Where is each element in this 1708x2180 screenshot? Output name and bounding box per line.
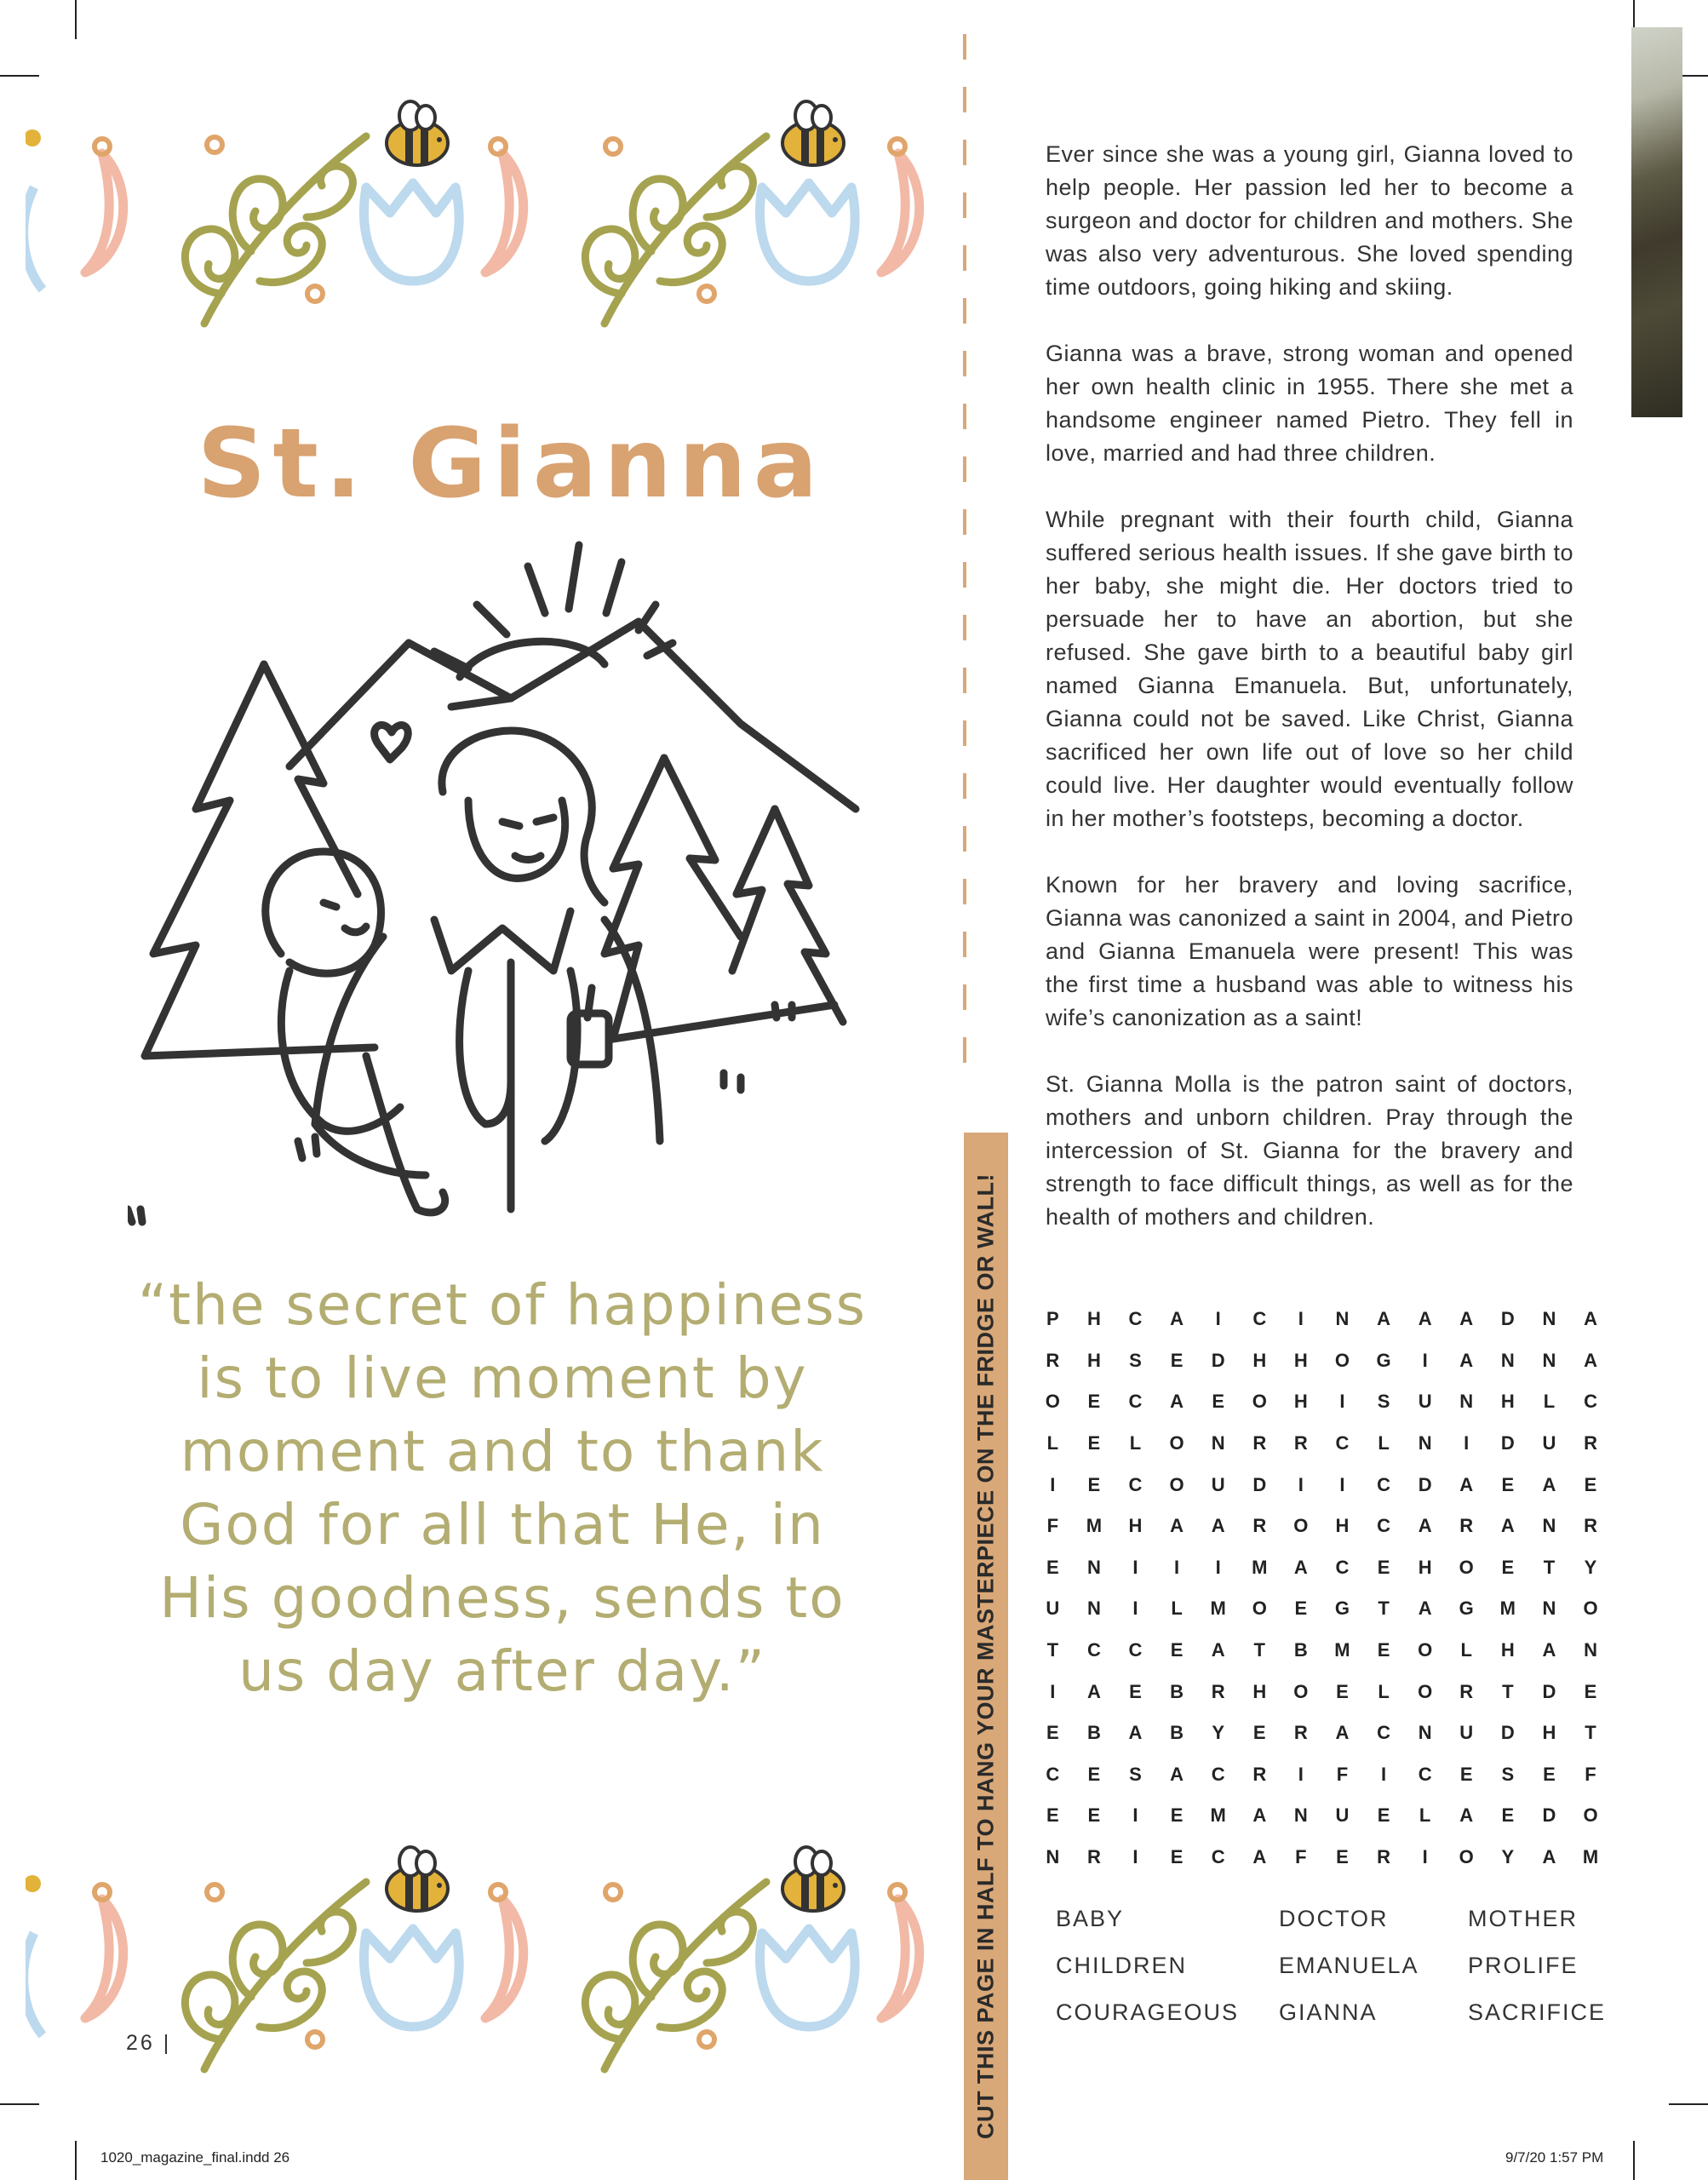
word-search-letter: O xyxy=(1252,1391,1267,1413)
word-search-letter: O xyxy=(1334,1349,1350,1371)
word-search-letter: N xyxy=(1542,1515,1556,1537)
saint-quote: “the secret of happiness is to live moment by moment and to thank God for all that He, in His goodness, sends to us day after day.” xyxy=(137,1272,868,1704)
word-search-letter: A xyxy=(1459,1473,1474,1495)
word-search-letter: R xyxy=(1293,1722,1308,1744)
word-search-letter: A xyxy=(1542,1473,1556,1495)
word-search-letter: A xyxy=(1542,1846,1556,1868)
word-search-letter: N xyxy=(1046,1846,1060,1868)
word-search-letter: R xyxy=(1046,1349,1060,1371)
word-search-letter: D xyxy=(1542,1804,1556,1827)
word-search-letter: D xyxy=(1252,1473,1267,1495)
article-paragraph: While pregnant with their fourth child, Gianna suffered serious health issues. If she gave birth to her baby, she might die. Her doctors tried to persuade her to have an abortion, but she refused. She gave birth to a beautiful baby girl named Gianna Emanuela. But, unfortunately, Gianna could not be saved. Like Christ, Gianna sacrificed her own life out of love so her child could live. Her daughter would eventually follow in her mother’s footsteps, becoming a doctor. xyxy=(1046,507,1573,831)
word-search-letter: I xyxy=(1132,1804,1138,1827)
word-search-letter: A xyxy=(1170,1515,1184,1537)
word-search-letter: C xyxy=(1128,1473,1143,1495)
crop-mark xyxy=(75,2141,77,2180)
word-search-letter: R xyxy=(1086,1846,1101,1868)
word-search-letter: O xyxy=(1169,1473,1184,1495)
crop-mark xyxy=(1633,2141,1635,2180)
word-search-letter: E xyxy=(1170,1349,1184,1371)
word-search-letter: S xyxy=(1129,1349,1142,1371)
word-search-letter: N xyxy=(1542,1598,1556,1620)
word-search-letter: N xyxy=(1418,1722,1432,1744)
word-search-letter: R xyxy=(1211,1680,1225,1702)
word-search-letter: H xyxy=(1542,1722,1556,1744)
word-list-item: GIANNA xyxy=(1279,1999,1378,2025)
word-search-letter: C xyxy=(1335,1432,1350,1454)
word-search-letter: E xyxy=(1377,1804,1390,1827)
word-search-letter: M xyxy=(1582,1846,1599,1868)
word-search-letter: A xyxy=(1170,1391,1184,1413)
word-search-letter: R xyxy=(1584,1432,1597,1454)
word-search-letter: A xyxy=(1377,1308,1390,1330)
crop-mark xyxy=(75,0,77,39)
word-search-letter: C xyxy=(1584,1391,1597,1413)
word-search-letter: E xyxy=(1336,1680,1349,1702)
word-search-letter: E xyxy=(1501,1804,1515,1827)
word-search-letter: C xyxy=(1211,1846,1225,1868)
word-search-letter: R xyxy=(1293,1432,1308,1454)
word-search-letter: C xyxy=(1128,1308,1143,1330)
word-search-letter: G xyxy=(1376,1349,1391,1371)
word-search-letter: E xyxy=(1459,1763,1473,1785)
article-paragraph: Gianna was a brave, strong woman and opened her own health clinic in 1955. There she met a handsome engineer named Pietro. They fell in love, married and had three children. xyxy=(1046,341,1573,466)
word-search-letter: N xyxy=(1335,1308,1350,1330)
word-list-item: CHILDREN xyxy=(1056,1953,1188,1978)
word-search-letter: A xyxy=(1418,1515,1432,1537)
word-search-letter: A xyxy=(1293,1556,1308,1578)
word-search-letter: R xyxy=(1459,1680,1474,1702)
word-search-letter: A xyxy=(1211,1515,1225,1537)
word-search-letter: H xyxy=(1086,1308,1101,1330)
word-search-letter: C xyxy=(1377,1473,1390,1495)
word-search-letter: E xyxy=(1087,1804,1101,1827)
word-search-letter: U xyxy=(1418,1391,1432,1413)
word-list-item: PROLIFE xyxy=(1468,1953,1579,1978)
word-search-letter: H xyxy=(1500,1391,1515,1413)
word-search-letter: T xyxy=(1253,1639,1265,1661)
word-search-letter: I xyxy=(1132,1598,1138,1620)
word-search-letter: E xyxy=(1046,1556,1059,1578)
word-search-letter: A xyxy=(1459,1349,1474,1371)
word-search-letter: E xyxy=(1501,1556,1515,1578)
word-list-item: BABY xyxy=(1056,1906,1125,1931)
word-search-letter: A xyxy=(1459,1308,1474,1330)
word-list-item: SACRIFICE xyxy=(1468,1999,1607,2025)
word-search-letter: C xyxy=(1335,1556,1350,1578)
word-search-letter: E xyxy=(1087,1432,1101,1454)
word-search-letter: L xyxy=(1378,1680,1390,1702)
word-search-letter: I xyxy=(1050,1473,1056,1495)
word-search-letter: I xyxy=(1298,1308,1304,1330)
word-search-letter: O xyxy=(1418,1680,1433,1702)
word-search-letter: C xyxy=(1128,1639,1143,1661)
word-search-letter: C xyxy=(1046,1763,1060,1785)
word-search-letter: N xyxy=(1459,1391,1474,1413)
word-search-letter: R xyxy=(1584,1515,1597,1537)
word-search-letter: E xyxy=(1129,1680,1142,1702)
word-search-letter: N xyxy=(1418,1432,1432,1454)
word-search-letter: I xyxy=(1464,1432,1470,1454)
word-search-letter: A xyxy=(1170,1308,1184,1330)
cut-instruction-text: CUT THIS PAGE IN HALF TO HANG YOUR MASTERPIECE ON THE FRIDGE OR WALL! xyxy=(972,1173,999,2140)
word-search-letter: A xyxy=(1584,1349,1597,1371)
word-search-letter: I xyxy=(1174,1556,1180,1578)
slug-filename: 1020_magazine_final.indd 26 xyxy=(100,2149,290,2166)
word-search-letter: F xyxy=(1295,1846,1307,1868)
word-search-letter: C xyxy=(1086,1639,1101,1661)
word-search-letter: U xyxy=(1211,1473,1225,1495)
word-search-letter: F xyxy=(1585,1763,1596,1785)
word-list-item: MOTHER xyxy=(1468,1906,1578,1931)
word-search-letter: F xyxy=(1046,1515,1059,1537)
crop-mark xyxy=(1669,2103,1708,2105)
word-search-letter: C xyxy=(1252,1308,1267,1330)
word-search-letter: O xyxy=(1583,1598,1598,1620)
word-search-letter: G xyxy=(1459,1598,1474,1620)
word-search-letter: A xyxy=(1418,1308,1432,1330)
word-search-letter: N xyxy=(1542,1349,1556,1371)
word-search-letter: M xyxy=(1252,1556,1268,1578)
word-search-letter: F xyxy=(1336,1763,1349,1785)
word-list xyxy=(1056,1906,1607,2046)
word-search-letter: Y xyxy=(1584,1556,1597,1578)
word-search-letter: I xyxy=(1215,1556,1221,1578)
word-search-letter: N xyxy=(1584,1639,1597,1661)
word-search-letter: D xyxy=(1542,1680,1556,1702)
word-search-letter: E xyxy=(1087,1763,1101,1785)
word-search-letter: O xyxy=(1459,1846,1474,1868)
word-search-letter: E xyxy=(1543,1763,1556,1785)
word-search-letter: T xyxy=(1585,1722,1596,1744)
word-search-letter: H xyxy=(1293,1349,1308,1371)
word-search-letter: B xyxy=(1293,1639,1308,1661)
word-search-letter: O xyxy=(1583,1804,1598,1827)
word-search-letter: M xyxy=(1499,1598,1516,1620)
word-search-letter: E xyxy=(1501,1473,1515,1495)
word-search-letter: E xyxy=(1584,1680,1597,1702)
word-search-letter: R xyxy=(1252,1432,1267,1454)
word-search-letter: L xyxy=(1543,1391,1556,1413)
word-search-letter: A xyxy=(1584,1308,1597,1330)
word-search-letter: E xyxy=(1294,1598,1308,1620)
word-search-letter: A xyxy=(1086,1680,1101,1702)
word-search-letter: I xyxy=(1050,1680,1056,1702)
word-search-letter: P xyxy=(1046,1308,1059,1330)
word-search-letter: E xyxy=(1046,1722,1059,1744)
word-search-letter: I xyxy=(1132,1846,1138,1868)
word-search-grid xyxy=(1032,1299,1611,1878)
word-search-letter: R xyxy=(1459,1515,1474,1537)
word-search-letter: B xyxy=(1086,1722,1101,1744)
word-search-letter: S xyxy=(1377,1391,1390,1413)
floral-border-top xyxy=(26,94,954,349)
word-list-item: COURAGEOUS xyxy=(1056,1999,1240,2025)
adjacent-page-photo xyxy=(1631,27,1682,417)
word-search-letter: I xyxy=(1422,1349,1428,1371)
word-search-letter: E xyxy=(1377,1639,1390,1661)
word-search-letter: L xyxy=(1046,1432,1059,1454)
word-search-letter: L xyxy=(1460,1639,1472,1661)
word-search-letter: O xyxy=(1293,1515,1309,1537)
word-search-letter: H xyxy=(1293,1391,1308,1413)
word-search-letter: A xyxy=(1211,1639,1225,1661)
word-search-letter: E xyxy=(1170,1639,1184,1661)
word-search-letter: E xyxy=(1087,1473,1101,1495)
word-search-letter: E xyxy=(1087,1391,1101,1413)
article-paragraph: Ever since she was a young girl, Gianna loved to help people. Her passion led her to become a surgeon and doctor for children and mothers. She was also very adventurous. She loved spending time outdoors, going hiking and skiing. xyxy=(1046,141,1573,300)
word-search-letter: E xyxy=(1212,1391,1225,1413)
crop-mark xyxy=(0,75,39,77)
word-search-letter: L xyxy=(1129,1432,1142,1454)
word-search-letter: C xyxy=(1377,1515,1390,1537)
word-search-letter: C xyxy=(1128,1391,1143,1413)
word-search-letter: A xyxy=(1500,1515,1515,1537)
word-search-letter: O xyxy=(1252,1598,1267,1620)
word-search-letter: D xyxy=(1211,1349,1225,1371)
word-search-letter: I xyxy=(1215,1308,1221,1330)
word-list-item: DOCTOR xyxy=(1279,1906,1389,1931)
word-search-letter: O xyxy=(1293,1680,1309,1702)
word-search-letter: B xyxy=(1170,1722,1184,1744)
article-paragraph: Known for her bravery and loving sacrifice, Gianna was canonized a saint in 2004, and Pietro and Gianna Emanuela were present! This was the first time a husband was able to witness his wife’s canonization as a saint! xyxy=(1046,872,1573,1030)
word-search-letter: A xyxy=(1252,1804,1267,1827)
slug-date: 9/7/20 1:57 PM xyxy=(1505,2149,1604,2166)
word-search-letter: I xyxy=(1132,1556,1138,1578)
word-search-letter: A xyxy=(1170,1763,1184,1785)
word-search-letter: A xyxy=(1335,1722,1350,1744)
word-search-letter: M xyxy=(1210,1598,1226,1620)
word-search-letter: I xyxy=(1380,1763,1387,1785)
word-search-letter: D xyxy=(1418,1473,1432,1495)
word-search-letter: E xyxy=(1377,1556,1390,1578)
word-search-letter: B xyxy=(1170,1680,1184,1702)
page-title: St. Gianna xyxy=(197,409,825,519)
floral-border-bottom xyxy=(26,1839,954,2095)
word-search-letter: U xyxy=(1046,1598,1060,1620)
word-search-letter: U xyxy=(1459,1722,1474,1744)
word-search-letter: O xyxy=(1169,1432,1184,1454)
word-search-letter: H xyxy=(1335,1515,1350,1537)
word-list-item: EMANUELA xyxy=(1279,1953,1419,1978)
word-search-letter: M xyxy=(1210,1804,1226,1827)
word-search-letter: I xyxy=(1339,1391,1345,1413)
word-search-letter: D xyxy=(1500,1308,1515,1330)
word-search-letter: U xyxy=(1542,1432,1556,1454)
word-search-letter: I xyxy=(1339,1473,1345,1495)
word-search-letter: M xyxy=(1086,1515,1103,1537)
word-search-letter: A xyxy=(1418,1598,1432,1620)
article-paragraph: St. Gianna Molla is the patron saint of doctors, mothers and unborn children. Pray through the intercession of St. Gianna for the bravery and strength to face difficult things, as well as for the health of mothers and children. xyxy=(1046,1071,1573,1230)
word-search-letter: O xyxy=(1418,1639,1433,1661)
word-search-letter: D xyxy=(1500,1432,1515,1454)
word-search-letter: C xyxy=(1418,1763,1432,1785)
word-search-letter: H xyxy=(1418,1556,1432,1578)
word-search-letter: N xyxy=(1086,1556,1101,1578)
word-search-letter: H xyxy=(1252,1349,1267,1371)
word-search-letter: A xyxy=(1542,1639,1556,1661)
word-search-letter: T xyxy=(1378,1598,1390,1620)
word-search-letter: L xyxy=(1378,1432,1390,1454)
word-search-letter: N xyxy=(1211,1432,1225,1454)
word-search-letter: N xyxy=(1086,1598,1101,1620)
word-search-letter: H xyxy=(1086,1349,1101,1371)
word-search-letter: Y xyxy=(1501,1846,1515,1868)
word-search-letter: N xyxy=(1542,1308,1556,1330)
word-search-letter: A xyxy=(1252,1846,1267,1868)
word-search-letter: O xyxy=(1045,1391,1060,1413)
st-gianna-coloring-illustration xyxy=(128,528,894,1226)
word-search-letter: R xyxy=(1252,1763,1267,1785)
word-search-letter: R xyxy=(1252,1515,1267,1537)
word-search-letter: A xyxy=(1128,1722,1143,1744)
word-search-letter: H xyxy=(1252,1680,1267,1702)
page-number: 26 | xyxy=(126,2031,172,2055)
word-search-letter: T xyxy=(1502,1680,1514,1702)
word-search-letter: E xyxy=(1170,1846,1184,1868)
word-search-letter: O xyxy=(1459,1556,1474,1578)
word-search-letter: H xyxy=(1500,1639,1515,1661)
word-search-letter: T xyxy=(1543,1556,1556,1578)
word-search-letter: N xyxy=(1500,1349,1515,1371)
word-search-letter: U xyxy=(1335,1804,1350,1827)
cut-line-dashed xyxy=(963,34,966,1090)
word-search-letter: H xyxy=(1128,1515,1143,1537)
word-search-letter: E xyxy=(1046,1804,1059,1827)
word-search-letter: L xyxy=(1419,1804,1431,1827)
word-search-letter: E xyxy=(1336,1846,1349,1868)
word-search-letter: S xyxy=(1501,1763,1515,1785)
word-search-letter: I xyxy=(1298,1763,1304,1785)
word-search-letter: A xyxy=(1459,1804,1474,1827)
word-search-letter: E xyxy=(1252,1722,1266,1744)
word-search-letter: I xyxy=(1422,1846,1428,1868)
word-search-letter: C xyxy=(1377,1722,1390,1744)
word-search-letter: C xyxy=(1211,1763,1225,1785)
crop-mark xyxy=(0,2103,39,2105)
word-search-letter: M xyxy=(1334,1639,1350,1661)
word-search-letter: R xyxy=(1377,1846,1390,1868)
article-body xyxy=(1046,138,1573,1267)
word-search-letter: N xyxy=(1293,1804,1308,1827)
word-search-letter: D xyxy=(1500,1722,1515,1744)
word-search-letter: S xyxy=(1129,1763,1142,1785)
word-search-letter: I xyxy=(1298,1473,1304,1495)
word-search-letter: L xyxy=(1171,1598,1183,1620)
word-search-letter: G xyxy=(1334,1598,1350,1620)
word-search-letter: E xyxy=(1584,1473,1597,1495)
word-search-letter: Y xyxy=(1212,1722,1225,1744)
word-search-letter: E xyxy=(1170,1804,1184,1827)
word-search-letter: T xyxy=(1046,1639,1059,1661)
